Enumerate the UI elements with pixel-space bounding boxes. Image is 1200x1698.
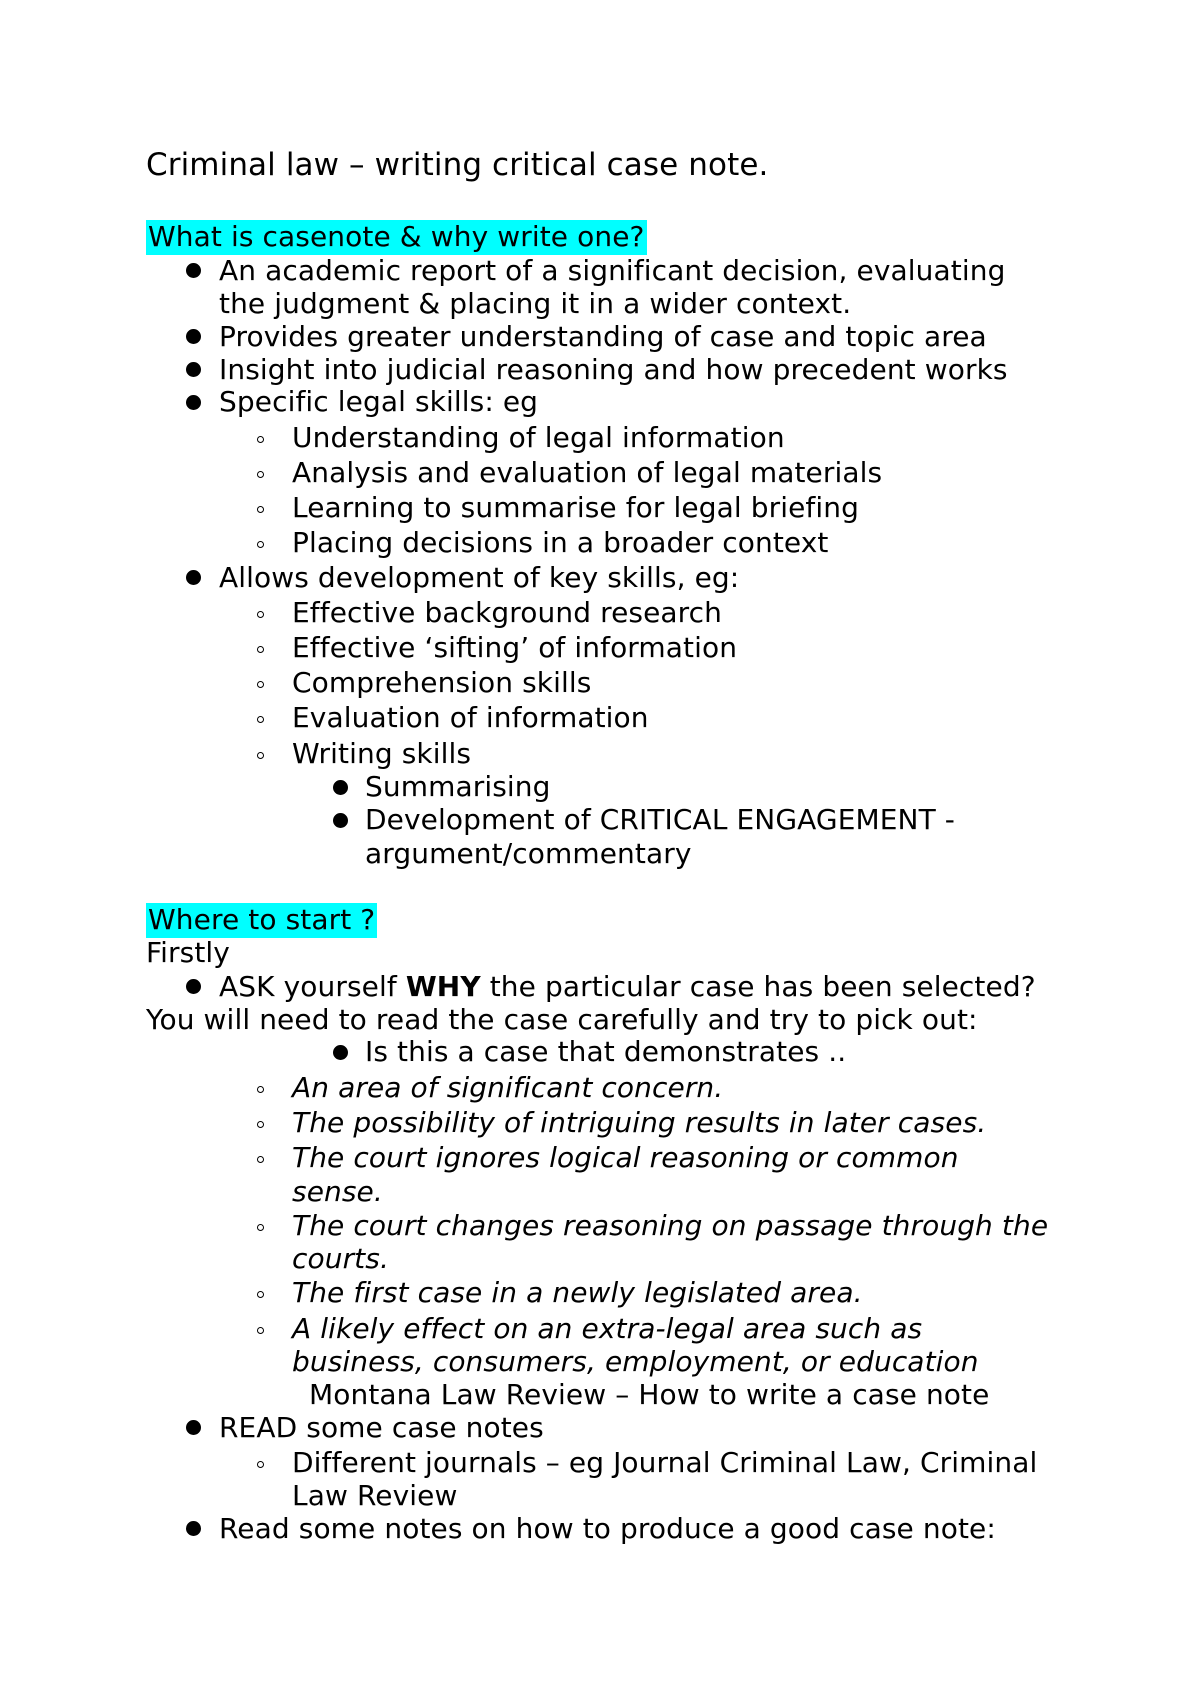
circle-bullet-icon [257, 611, 264, 618]
sub-bullet-text: Understanding of legal information [292, 421, 785, 454]
bullet-icon [186, 1420, 201, 1435]
sub-bullet-text: Analysis and evaluation of legal materials [292, 456, 883, 489]
circle-bullet-icon [257, 752, 264, 759]
bullet-icon [186, 329, 201, 344]
circle-bullet-icon [257, 436, 264, 443]
bullet-text: Specific legal skills: eg [219, 385, 539, 418]
bullet-icon [186, 1521, 201, 1536]
read-carefully-text: You will need to read the case carefully and try to pick out: [146, 1003, 978, 1036]
bullet-icon [333, 780, 348, 795]
ask-prefix: ASK yourself [219, 970, 406, 1003]
italic-item-text: The court ignores logical reasoning or common [292, 1141, 959, 1174]
sub-bullet-text-continued: Law Review [292, 1479, 458, 1512]
circle-bullet-icon [257, 1086, 264, 1093]
sub-bullet-text: Placing decisions in a broader context [292, 526, 829, 559]
circle-bullet-icon [257, 1461, 264, 1468]
document-title: Criminal law – writing critical case note. [146, 147, 769, 183]
section-heading-what-is [146, 220, 647, 254]
sub-sub-bullet-text-continued: argument/commentary [365, 837, 692, 870]
bullet-text: Read some notes on how to produce a good case note: [219, 1512, 996, 1545]
bullet-icon [186, 362, 201, 377]
bullet-icon [333, 1045, 348, 1060]
bullet-icon [186, 979, 201, 994]
italic-item-text: The first case in a newly legislated area. [292, 1276, 863, 1309]
sub-bullet-text: Effective background research [292, 596, 723, 629]
italic-item-text: An area of significant concern. [292, 1071, 724, 1104]
circle-bullet-icon [257, 1224, 264, 1231]
demonstrates-text: Is this a case that demonstrates .. [365, 1035, 847, 1068]
sub-bullet-text: Writing skills [292, 737, 472, 770]
bullet-text: An academic report of a significant decision, evaluating [219, 254, 1006, 287]
bullet-icon [186, 263, 201, 278]
circle-bullet-icon [257, 1156, 264, 1163]
sub-bullet-text: Different journals – eg Journal Criminal Law, Criminal [292, 1446, 1038, 1479]
ask-why-text [219, 970, 1036, 1004]
circle-bullet-icon [257, 681, 264, 688]
italic-item-text-continued: sense. [292, 1175, 383, 1208]
italic-item-text-continued: business, consumers, employment, or education [292, 1345, 979, 1378]
heading-highlight: What is casenote & why write one? [148, 220, 645, 253]
bullet-text-continued: the judgment & placing it in a wider context. [219, 287, 852, 320]
bullet-icon [186, 570, 201, 585]
circle-bullet-icon [257, 1291, 264, 1298]
italic-item-text: The court changes reasoning on passage through the [292, 1209, 1049, 1242]
bullet-text: Insight into judicial reasoning and how precedent works [219, 353, 1008, 386]
bullet-text: Allows development of key skills, eg: [219, 561, 740, 594]
circle-bullet-icon [257, 1121, 264, 1128]
circle-bullet-icon [257, 541, 264, 548]
circle-bullet-icon [257, 1327, 264, 1334]
sub-bullet-text: Comprehension skills [292, 666, 592, 699]
bullet-text: Provides greater understanding of case and topic area [219, 320, 987, 353]
bullet-text: READ some case notes [219, 1411, 544, 1444]
sub-sub-bullet-text: Summarising [365, 770, 551, 803]
firstly-text: Firstly [146, 936, 230, 969]
section-heading-where-to-start [146, 903, 377, 937]
circle-bullet-icon [257, 716, 264, 723]
sub-sub-bullet-text: Development of CRITICAL ENGAGEMENT - [365, 803, 956, 836]
heading-highlight: Where to start ? [148, 903, 376, 936]
ask-emphasis: WHY [405, 970, 481, 1003]
italic-item-text: A likely effect on an extra-legal area such as [292, 1312, 923, 1345]
source-citation: Montana Law Review – How to write a case note [309, 1378, 990, 1411]
circle-bullet-icon [257, 646, 264, 653]
italic-item-text: The possibility of intriguing results in later cases. [292, 1106, 987, 1139]
circle-bullet-icon [257, 506, 264, 513]
bullet-icon [333, 813, 348, 828]
italic-item-text-continued: courts. [292, 1242, 389, 1275]
bullet-icon [186, 395, 201, 410]
ask-suffix: the particular case has been selected? [480, 970, 1036, 1003]
sub-bullet-text: Effective ‘sifting’ of information [292, 631, 738, 664]
circle-bullet-icon [257, 471, 264, 478]
sub-bullet-text: Evaluation of information [292, 701, 649, 734]
sub-bullet-text: Learning to summarise for legal briefing [292, 491, 859, 524]
